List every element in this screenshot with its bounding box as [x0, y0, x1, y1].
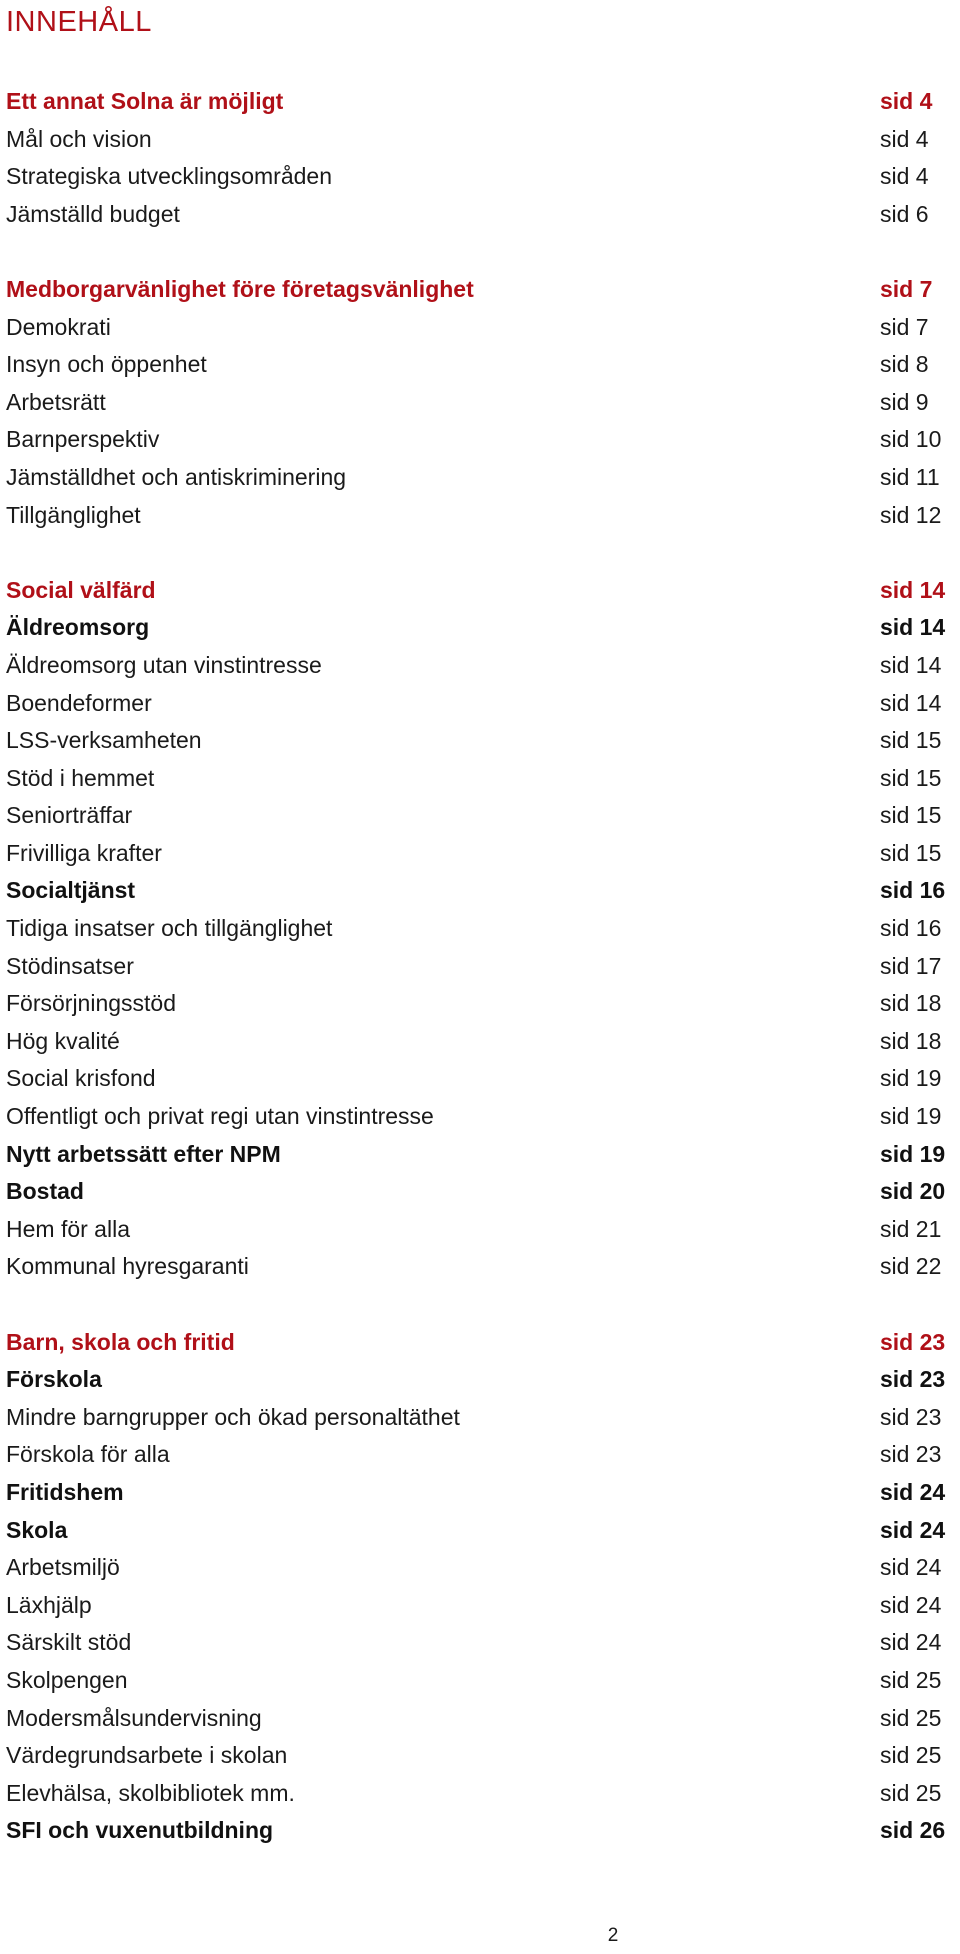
toc-entry-page: sid 19 [880, 1140, 946, 1167]
toc-entry[interactable] [6, 1662, 956, 1700]
toc-entry-title: Skola [6, 1516, 68, 1543]
toc-entry-page: sid 7 [880, 275, 933, 302]
toc-entry-title: Fritidshem [6, 1478, 124, 1505]
toc-entry-title: Kommunal hyresgaranti [6, 1253, 249, 1280]
toc-entry[interactable] [6, 1248, 956, 1286]
toc-entry-title: Social krisfond [6, 1065, 156, 1092]
section-spacer [6, 534, 956, 572]
toc-entry[interactable] [6, 1399, 956, 1437]
toc-entry-page: sid 7 [880, 313, 929, 340]
toc-section-heading[interactable] [6, 83, 956, 121]
toc-entry-title: LSS-verksamheten [6, 727, 202, 754]
toc-entry-page: sid 14 [880, 576, 946, 603]
toc-entry-title: SFI och vuxenutbildning [6, 1817, 274, 1844]
toc-entry-page: sid 24 [880, 1554, 942, 1581]
toc-entry-title: Försörjningsstöd [6, 990, 177, 1017]
toc-section-heading[interactable] [6, 572, 956, 610]
toc-entry-page: sid 8 [880, 351, 929, 378]
toc-entry-page: sid 15 [880, 727, 942, 754]
toc-entry-page: sid 24 [880, 1516, 946, 1543]
toc-entry-page: sid 24 [880, 1591, 942, 1618]
toc-entry-title: Ett annat Solna är möjligt [6, 88, 284, 114]
toc-entry-page: sid 23 [880, 1403, 942, 1430]
toc-entry-page: sid 25 [880, 1666, 942, 1693]
toc-entry-title: Mål och vision [6, 125, 152, 152]
toc-entry-title: Stöd i hemmet [6, 764, 155, 791]
toc-entry-page: sid 4 [880, 125, 929, 152]
toc-entry-page: sid 22 [880, 1253, 942, 1280]
toc-entry[interactable] [6, 384, 956, 422]
toc-entry-title: Hem för alla [6, 1215, 130, 1242]
toc-entry-page: sid 18 [880, 1027, 942, 1054]
toc-entry-page: sid 24 [880, 1629, 942, 1656]
toc-entry-page: sid 15 [880, 802, 942, 829]
page-footer [0, 1925, 960, 1947]
toc-entry-page: sid 15 [880, 839, 942, 866]
toc-entry-page: sid 16 [880, 915, 942, 942]
toc-entry-title: Social välfärd [6, 576, 156, 603]
toc-entry[interactable] [6, 760, 956, 798]
toc-entry-title: Hög kvalité [6, 1027, 120, 1054]
table-of-contents [6, 83, 956, 1850]
toc-entry[interactable] [6, 797, 956, 835]
toc-entry-title: Bostad [6, 1178, 84, 1205]
toc-entry[interactable] [6, 1023, 956, 1061]
toc-entry[interactable] [6, 1700, 956, 1738]
toc-entry[interactable] [6, 121, 956, 159]
toc-entry[interactable] [6, 1136, 956, 1174]
toc-entry-title: Strategiska utvecklingsområden [6, 163, 332, 190]
toc-entry-page: sid 25 [880, 1704, 942, 1731]
toc-entry[interactable] [6, 346, 956, 384]
toc-entry[interactable] [6, 1587, 956, 1625]
toc-entry[interactable] [6, 309, 956, 347]
toc-entry-page: sid 25 [880, 1779, 942, 1806]
toc-entry[interactable] [6, 1436, 956, 1474]
toc-entry[interactable] [6, 1474, 956, 1512]
toc-entry-title: Demokrati [6, 313, 111, 340]
toc-entry-page: sid 20 [880, 1178, 946, 1205]
toc-entry-page: sid 19 [880, 1065, 942, 1092]
toc-entry[interactable] [6, 948, 956, 986]
toc-entry-page: sid 15 [880, 764, 942, 791]
toc-entry-title: Mindre barngrupper och ökad personaltäthet [6, 1403, 460, 1430]
section-spacer [6, 233, 956, 271]
toc-entry[interactable] [6, 1775, 956, 1813]
page-number: 2 [607, 1925, 619, 1946]
toc-entry-title: Insyn och öppenhet [6, 351, 207, 378]
toc-entry-page: sid 11 [880, 463, 940, 490]
toc-entry-page: sid 6 [880, 200, 929, 227]
toc-entry-title: Barnperspektiv [6, 426, 160, 453]
toc-entry-title: Nytt arbetssätt efter NPM [6, 1140, 281, 1167]
toc-entry-page: sid 26 [880, 1817, 946, 1844]
toc-entry-title: Frivilliga krafter [6, 839, 162, 866]
toc-section-heading[interactable] [6, 1324, 956, 1362]
toc-entry-page: sid 24 [880, 1478, 946, 1505]
toc-entry-page: sid 23 [880, 1328, 946, 1355]
toc-entry-page: sid 12 [880, 501, 942, 528]
toc-entry-page: sid 17 [880, 952, 942, 979]
toc-entry-title: Jämställdhet och antiskriminering [6, 463, 347, 490]
toc-entry[interactable] [6, 1549, 956, 1587]
toc-entry-title: Läxhjälp [6, 1591, 92, 1618]
toc-entry[interactable] [6, 196, 956, 234]
toc-entry-title: Tillgänglighet [6, 501, 141, 528]
toc-entry-title: Arbetsrätt [6, 388, 106, 415]
toc-entry[interactable] [6, 1512, 956, 1550]
toc-entry-page: sid 4 [880, 163, 929, 190]
toc-entry-title: Jämställd budget [6, 200, 180, 227]
toc-entry[interactable] [6, 1098, 956, 1136]
toc-entry-page: sid 16 [880, 877, 946, 904]
toc-entry-title: Elevhälsa, skolbibliotek mm. [6, 1779, 295, 1806]
toc-entry-page: sid 4 [880, 88, 933, 114]
toc-entry[interactable] [6, 1173, 956, 1211]
toc-entry-title: Förskola [6, 1366, 102, 1393]
toc-entry-title: Värdegrundsarbete i skolan [6, 1742, 288, 1769]
toc-entry-page: sid 25 [880, 1742, 942, 1769]
toc-entry-page: sid 18 [880, 990, 942, 1017]
toc-entry-title: Äldreomsorg utan vinstintresse [6, 651, 322, 678]
toc-entry-title: Offentligt och privat regi utan vinstintresse [6, 1103, 434, 1130]
toc-entry[interactable] [6, 497, 956, 535]
toc-entry[interactable] [6, 421, 956, 459]
toc-entry[interactable] [6, 1624, 956, 1662]
toc-entry[interactable] [6, 158, 956, 196]
toc-entry[interactable] [6, 835, 956, 873]
toc-entry-title: Äldreomsorg [6, 614, 150, 641]
toc-entry-title: Förskola för alla [6, 1441, 170, 1468]
page-title: INNEHÅLL [6, 6, 152, 38]
toc-entry[interactable] [6, 459, 956, 497]
toc-section-heading[interactable] [6, 271, 956, 309]
toc-entry[interactable] [6, 1812, 956, 1850]
toc-entry-title: Medborgarvänlighet före företagsvänlighet [6, 275, 474, 302]
toc-entry-page: sid 14 [880, 689, 942, 716]
toc-entry-page: sid 19 [880, 1103, 942, 1130]
toc-entry-title: Socialtjänst [6, 877, 136, 904]
toc-entry-title: Modersmålsundervisning [6, 1704, 262, 1731]
toc-entry[interactable] [6, 872, 956, 910]
toc-entry-title: Boendeformer [6, 689, 152, 716]
section-spacer [6, 1286, 956, 1324]
toc-entry-title: Skolpengen [6, 1666, 128, 1693]
toc-entry-title: Arbetsmiljö [6, 1554, 120, 1581]
toc-entry[interactable] [6, 1211, 956, 1249]
toc-entry[interactable] [6, 609, 956, 647]
toc-entry[interactable] [6, 722, 956, 760]
toc-entry-title: Tidiga insatser och tillgänglighet [6, 915, 333, 942]
toc-entry-page: sid 23 [880, 1366, 946, 1393]
toc-entry[interactable] [6, 685, 956, 723]
toc-entry-title: Särskilt stöd [6, 1629, 132, 1656]
toc-entry[interactable] [6, 1060, 956, 1098]
toc-entry-page: sid 21 [880, 1215, 942, 1242]
toc-entry-title: Stödinsatser [6, 952, 134, 979]
toc-entry[interactable] [6, 910, 956, 948]
toc-entry-page: sid 9 [880, 388, 929, 415]
toc-entry-title: Seniorträffar [6, 802, 133, 829]
toc-entry[interactable] [6, 985, 956, 1023]
toc-entry[interactable] [6, 647, 956, 685]
toc-entry-page: sid 10 [880, 426, 942, 453]
toc-entry[interactable] [6, 1361, 956, 1399]
toc-entry-page: sid 23 [880, 1441, 942, 1468]
toc-entry-title: Barn, skola och fritid [6, 1328, 235, 1355]
toc-entry-page: sid 14 [880, 614, 946, 641]
toc-entry-page: sid 14 [880, 651, 942, 678]
toc-entry[interactable] [6, 1737, 956, 1775]
